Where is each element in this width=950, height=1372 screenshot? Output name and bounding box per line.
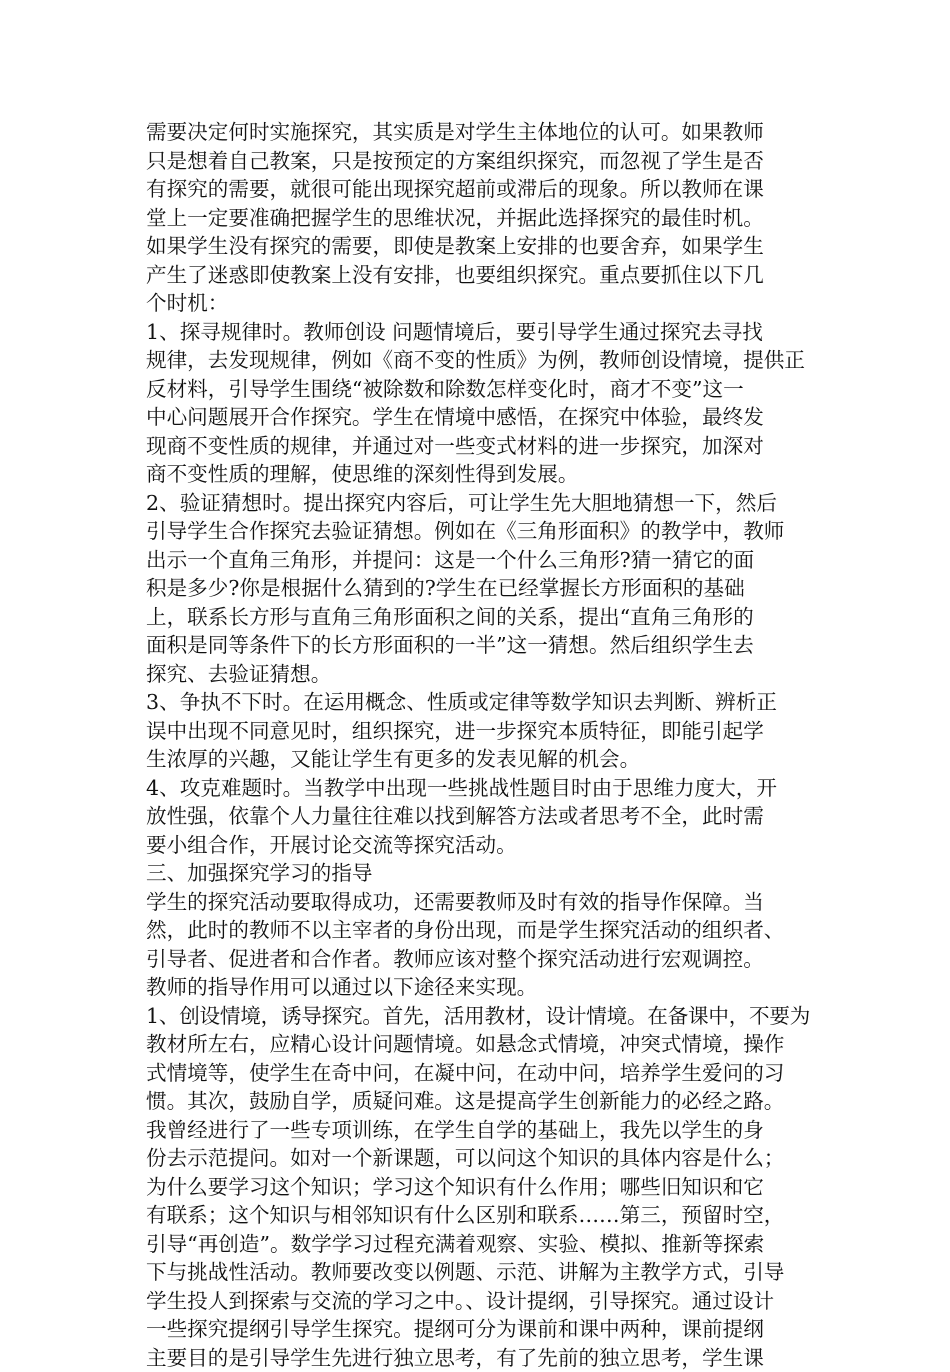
text-line: 中心问题展开合作探究。学生在情境中感悟，在探究中体验，最终发 xyxy=(146,403,810,432)
text-line: 个时机： xyxy=(146,289,810,318)
text-line: 2、验证猜想时。提出探究内容后，可让学生先大胆地猜想一下，然后 xyxy=(146,489,810,518)
text-line: 一些探究提纲引导学生探究。提纲可分为课前和课中两种，课前提纲 xyxy=(146,1315,810,1344)
text-line: 引导“再创造”。数学学习过程充满着观察、实验、模拟、推新等探索 xyxy=(146,1230,810,1259)
text-line: 现商不变性质的规律，并通过对一些变式材料的进一步探究，加深对 xyxy=(146,432,810,461)
text-line: 规律，去发现规律，例如《商不变的性质》为例，教师创设情境，提供正 xyxy=(146,346,810,375)
text-line: 误中出现不同意见时，组织探究，进一步探究本质特征，即能引起学 xyxy=(146,717,810,746)
text-line: 学生的探究活动要取得成功，还需要教师及时有效的指导作保障。当 xyxy=(146,888,810,917)
text-line: 生浓厚的兴趣，又能让学生有更多的发表见解的机会。 xyxy=(146,745,810,774)
text-line: 引导者、促进者和合作者。教师应该对整个探究活动进行宏观调控。 xyxy=(146,945,810,974)
text-line: 如果学生没有探究的需要，即使是教案上安排的也要舍弃，如果学生 xyxy=(146,232,810,261)
document-body xyxy=(146,118,810,1372)
text-line: 3、争执不下时。在运用概念、性质或定律等数学知识去判断、辨析正 xyxy=(146,688,810,717)
text-line: 主要目的是引导学生先进行独立思考，有了先前的独立思考，学生课 xyxy=(146,1344,810,1372)
text-line: 教师的指导作用可以通过以下途径来实现。 xyxy=(146,973,810,1002)
text-line: 需要决定何时实施探究，其实质是对学生主体地位的认可。如果教师 xyxy=(146,118,810,147)
text-line: 探究、去验证猜想。 xyxy=(146,660,810,689)
text-line: 商不变性质的理解，使思维的深刻性得到发展。 xyxy=(146,460,810,489)
text-line: 份去示范提问。如对一个新课题，可以问这个知识的具体内容是什么； xyxy=(146,1144,810,1173)
text-line: 下与挑战性活动。教师要改变以例题、示范、讲解为主教学方式，引导 xyxy=(146,1258,810,1287)
text-line: 我曾经进行了一些专项训练，在学生自学的基础上，我先以学生的身 xyxy=(146,1116,810,1145)
text-line: 学生投人到探索与交流的学习之中。、设计提纲，引导探究。通过设计 xyxy=(146,1287,810,1316)
text-line: 引导学生合作探究去验证猜想。例如在《三角形面积》的教学中，教师 xyxy=(146,517,810,546)
text-line: 要小组合作，开展讨论交流等探究活动。 xyxy=(146,831,810,860)
text-line: 面积是同等条件下的长方形面积的一半”这一猜想。然后组织学生去 xyxy=(146,631,810,660)
text-line: 产生了迷惑即使教案上没有安排，也要组织探究。重点要抓住以下几 xyxy=(146,261,810,290)
text-line: 积是多少?你是根据什么猜到的?学生在已经掌握长方形面积的基础 xyxy=(146,574,810,603)
text-line: 反材料，引导学生围绕“被除数和除数怎样变化时，商才不变”这一 xyxy=(146,375,810,404)
text-line: 4、攻克难题时。当教学中出现一些挑战性题目时由于思维力度大，开 xyxy=(146,774,810,803)
text-line: 出示一个直角三角形，并提问：这是一个什么三角形?猜一猜它的面 xyxy=(146,546,810,575)
text-line: 为什么要学习这个知识；学习这个知识有什么作用；哪些旧知识和它 xyxy=(146,1173,810,1202)
text-line: 教材所左右，应精心设计问题情境。如悬念式情境，冲突式情境，操作 xyxy=(146,1030,810,1059)
text-line: 有联系；这个知识与相邻知识有什么区别和联系……第三，预留时空， xyxy=(146,1201,810,1230)
text-line: 只是想着自己教案，只是按预定的方案组织探究，而忽视了学生是否 xyxy=(146,147,810,176)
text-line: 上，联系长方形与直角三角形面积之间的关系，提出“直角三角形的 xyxy=(146,603,810,632)
text-line: 有探究的需要，就很可能出现探究超前或滞后的现象。所以教师在课 xyxy=(146,175,810,204)
text-line: 放性强，依靠个人力量往往难以找到解答方法或者思考不全，此时需 xyxy=(146,802,810,831)
text-line: 式情境等，使学生在奇中问，在凝中问，在动中问，培养学生爱问的习 xyxy=(146,1059,810,1088)
section-heading: 三、加强探究学习的指导 xyxy=(146,859,810,888)
text-line: 然，此时的教师不以主宰者的身份出现，而是学生探究活动的组织者、 xyxy=(146,916,810,945)
text-line: 堂上一定要准确把握学生的思维状况，并据此选择探究的最佳时机。 xyxy=(146,204,810,233)
text-line: 1、探寻规律时。教师创设 问题情境后，要引导学生通过探究去寻找 xyxy=(146,318,810,347)
text-line: 惯。其次，鼓励自学，质疑问难。这是提高学生创新能力的必经之路。 xyxy=(146,1087,810,1116)
text-line: 1、创设情境，诱导探究。首先，活用教材，设计情境。在备课中，不要为 xyxy=(146,1002,810,1031)
